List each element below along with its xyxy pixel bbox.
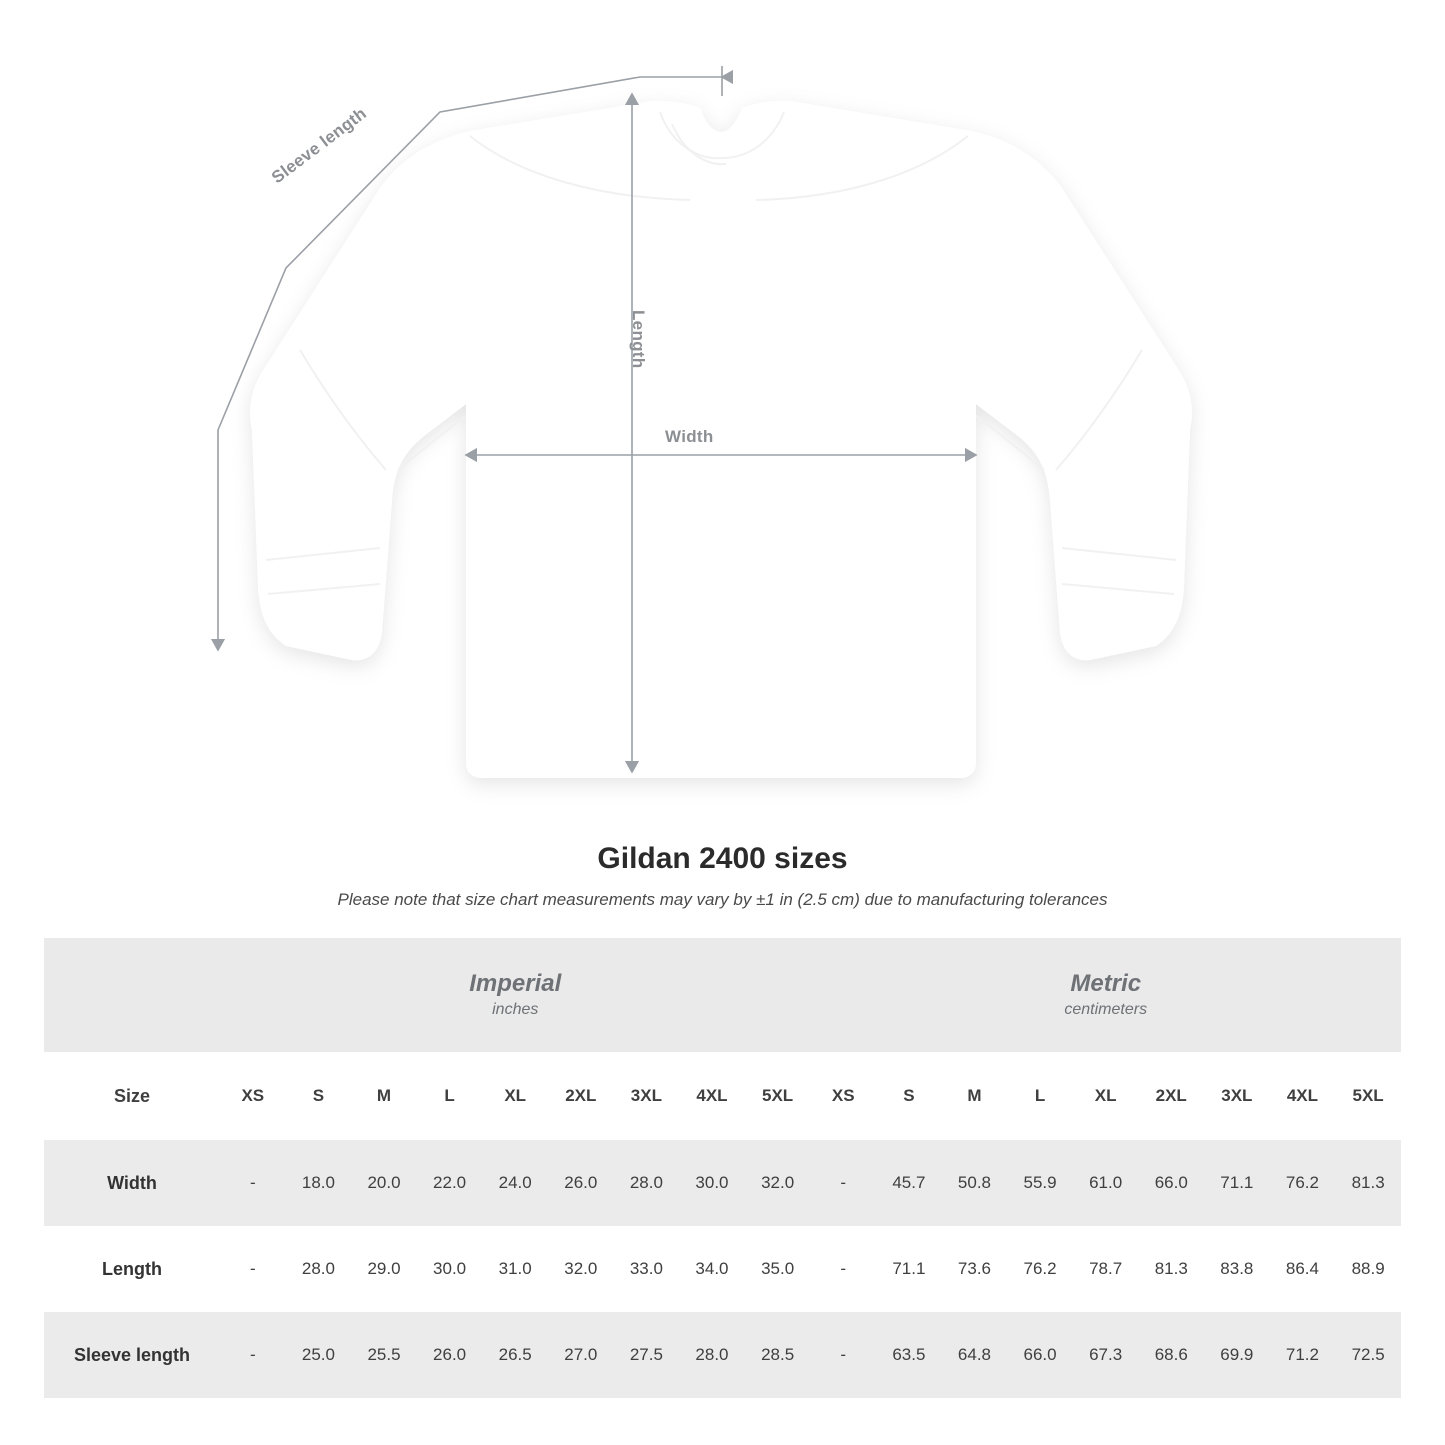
cell: 27.0 (548, 1312, 614, 1398)
cell: 28.0 (614, 1140, 680, 1226)
cell: 30.0 (417, 1226, 483, 1312)
cell: 88.9 (1335, 1226, 1401, 1312)
cell: 86.4 (1270, 1226, 1336, 1312)
metric-title: Metric (1070, 969, 1142, 997)
sleeve-length-label: Sleeve length (268, 103, 371, 188)
cell: 31.0 (482, 1226, 548, 1312)
cell: 66.0 (1138, 1140, 1204, 1226)
unit-header-spacer (44, 938, 220, 1052)
table-row (44, 1226, 1401, 1312)
cell: 30.0 (679, 1140, 745, 1226)
cell: 76.2 (1270, 1140, 1336, 1226)
cell: - (220, 1140, 286, 1226)
cell: 24.0 (482, 1140, 548, 1226)
cell: 26.5 (482, 1312, 548, 1398)
cell: 18.0 (286, 1140, 352, 1226)
cell: 45.7 (876, 1140, 942, 1226)
cell: 66.0 (1007, 1312, 1073, 1398)
cell: 26.0 (548, 1140, 614, 1226)
size-col-header: M (351, 1052, 417, 1140)
row-label-length: Length (44, 1226, 220, 1312)
unit-header-row (44, 938, 1401, 1052)
cell: 71.2 (1270, 1312, 1336, 1398)
size-col-header: 4XL (679, 1052, 745, 1140)
size-chart-table-wrap (44, 938, 1401, 1398)
cell: 50.8 (942, 1140, 1008, 1226)
cell: 34.0 (679, 1226, 745, 1312)
title-block (0, 842, 1445, 910)
size-header-row (44, 1052, 1401, 1140)
row-label-sleeve-length: Sleeve length (44, 1312, 220, 1398)
size-col-header: XL (1073, 1052, 1139, 1140)
cell: 69.9 (1204, 1312, 1270, 1398)
cell: 76.2 (1007, 1226, 1073, 1312)
size-col-header: S (286, 1052, 352, 1140)
cell: 78.7 (1073, 1226, 1139, 1312)
size-col-header: 2XL (548, 1052, 614, 1140)
table-row (44, 1312, 1401, 1398)
cell: 28.0 (286, 1226, 352, 1312)
cell: 81.3 (1138, 1226, 1204, 1312)
size-col-header: M (942, 1052, 1008, 1140)
cell: 28.0 (679, 1312, 745, 1398)
cell: 81.3 (1335, 1140, 1401, 1226)
size-col-header: XS (220, 1052, 286, 1140)
cell: 83.8 (1204, 1226, 1270, 1312)
imperial-title: Imperial (469, 969, 562, 997)
cell: 28.5 (745, 1312, 811, 1398)
size-header-label: Size (44, 1052, 220, 1140)
cell: - (810, 1140, 876, 1226)
size-col-header: 5XL (1335, 1052, 1401, 1140)
cell: 67.3 (1073, 1312, 1139, 1398)
size-col-header: S (876, 1052, 942, 1140)
cell: 71.1 (1204, 1140, 1270, 1226)
size-col-header: 5XL (745, 1052, 811, 1140)
size-col-header: XL (482, 1052, 548, 1140)
cell: 61.0 (1073, 1140, 1139, 1226)
cell: 68.6 (1138, 1312, 1204, 1398)
cell: 64.8 (942, 1312, 1008, 1398)
cell: 25.5 (351, 1312, 417, 1398)
length-label: Length (629, 310, 648, 369)
size-col-header: 4XL (1270, 1052, 1336, 1140)
cell: 72.5 (1335, 1312, 1401, 1398)
tolerance-note: Please note that size chart measurements may vary by ±1 in (2.5 cm) due to manufacturing tolerances (337, 890, 1108, 909)
metric-subtitle: centimeters (1064, 1000, 1148, 1018)
cell: 63.5 (876, 1312, 942, 1398)
width-label: Width (665, 427, 714, 446)
cell: 32.0 (548, 1226, 614, 1312)
cell: 27.5 (614, 1312, 680, 1398)
size-col-header: 3XL (614, 1052, 680, 1140)
cell: - (810, 1226, 876, 1312)
row-label-width: Width (44, 1140, 220, 1226)
size-col-header: L (1007, 1052, 1073, 1140)
cell: 73.6 (942, 1226, 1008, 1312)
size-col-header: 3XL (1204, 1052, 1270, 1140)
cell: - (810, 1312, 876, 1398)
shirt-shape (250, 101, 1192, 778)
cell: 26.0 (417, 1312, 483, 1398)
cell: 35.0 (745, 1226, 811, 1312)
unit-header-imperial (220, 938, 810, 1052)
cell: 22.0 (417, 1140, 483, 1226)
cell: 20.0 (351, 1140, 417, 1226)
imperial-subtitle: inches (492, 1000, 539, 1018)
cell: - (220, 1226, 286, 1312)
unit-header-metric (810, 938, 1401, 1052)
cell: 25.0 (286, 1312, 352, 1398)
size-col-header: XS (810, 1052, 876, 1140)
size-col-header: L (417, 1052, 483, 1140)
table-row (44, 1140, 1401, 1226)
size-col-header: 2XL (1138, 1052, 1204, 1140)
cell: 32.0 (745, 1140, 811, 1226)
cell: 29.0 (351, 1226, 417, 1312)
cell: 55.9 (1007, 1140, 1073, 1226)
cell: 33.0 (614, 1226, 680, 1312)
size-chart-table (44, 938, 1401, 1398)
page-title: Gildan 2400 sizes (597, 842, 848, 875)
cell: - (220, 1312, 286, 1398)
cell: 71.1 (876, 1226, 942, 1312)
